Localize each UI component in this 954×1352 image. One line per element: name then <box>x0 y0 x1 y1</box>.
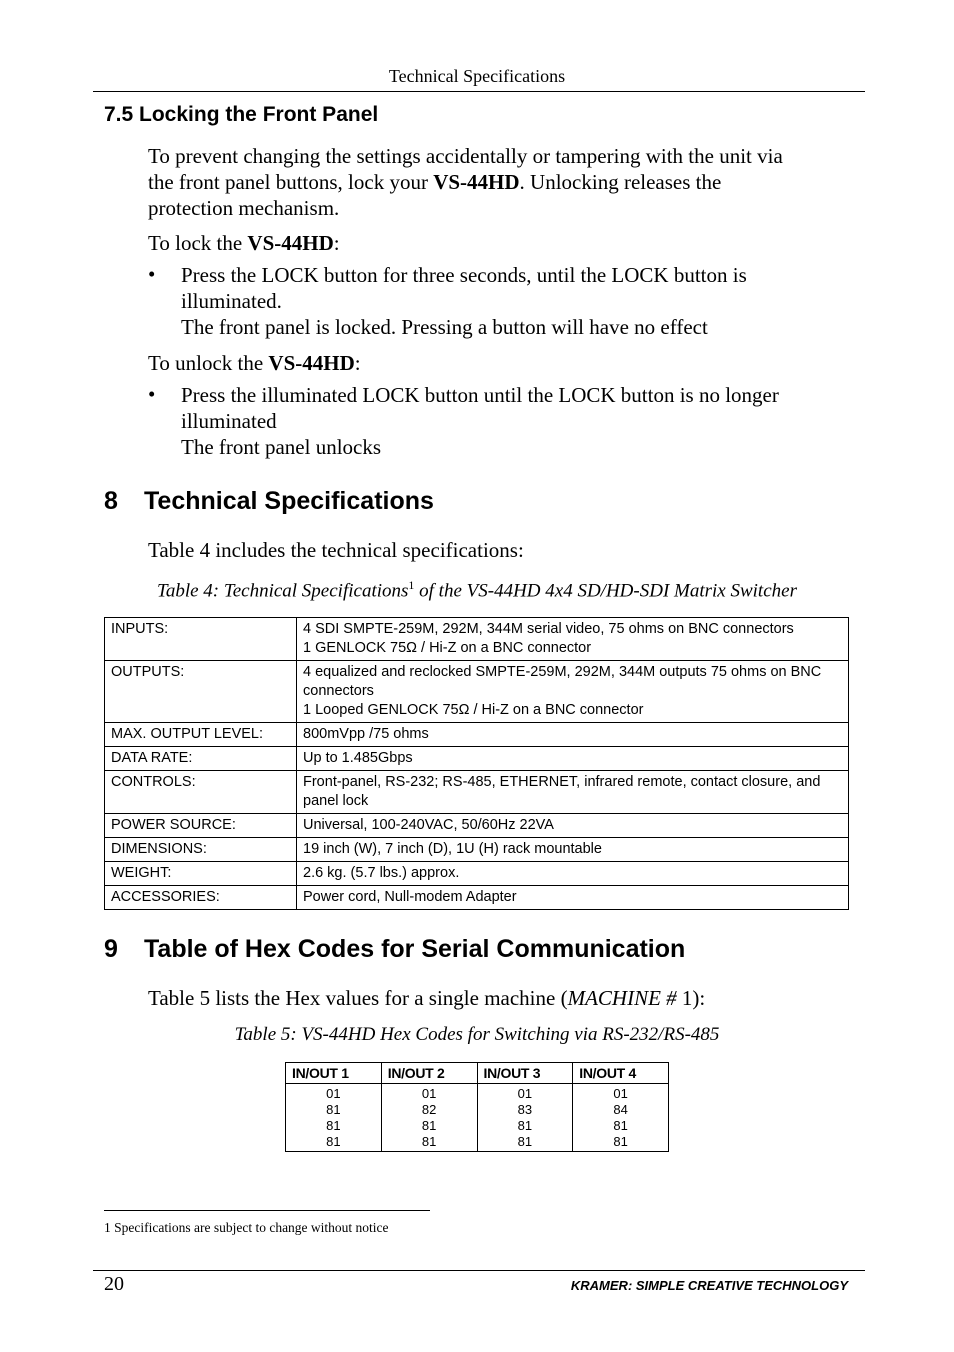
spec-row <box>105 618 849 661</box>
spec-row <box>105 886 849 910</box>
caption-text: Table 4: Technical Specifications <box>157 580 409 602</box>
header-rule <box>93 91 865 92</box>
spec-value <box>297 838 849 862</box>
hex-byte: 81 <box>326 1102 341 1117</box>
hex-byte: 82 <box>421 1102 437 1117</box>
lock-label-text: To lock the <box>148 231 248 255</box>
spec-key: CONTROLS: <box>105 771 297 814</box>
spec-row <box>105 814 849 838</box>
hex-data-row <box>286 1084 669 1152</box>
spec-key: INPUTS: <box>105 618 297 661</box>
product-name: VS-44HD <box>433 170 520 194</box>
spec-row <box>105 661 849 723</box>
hex-cell <box>477 1084 573 1152</box>
caption-text: of the VS-44HD 4x4 SD/HD-SDI Matrix Switcher <box>414 580 797 602</box>
intro-text: Table 5 lists the Hex values for a single machine ( <box>148 986 568 1010</box>
spec-row <box>105 771 849 814</box>
intro-line-1: To prevent changing the settings accidentally or tampering with the unit via <box>148 144 783 168</box>
spec-value-line: Power cord, Null-modem Adapter <box>303 889 517 905</box>
spec-key: DIMENSIONS: <box>105 838 297 862</box>
spec-value <box>297 747 849 771</box>
hex-column-header: IN/OUT 2 <box>381 1063 477 1084</box>
unlock-label-colon: : <box>354 351 361 375</box>
footnote-rule <box>104 1210 430 1211</box>
table-5-caption: Table 5: VS-44HD Hex Codes for Switching via RS-232/RS-485 <box>234 1024 720 1045</box>
unlock-bullet-line-1: Press the illuminated LOCK button until the LOCK button is no longer <box>181 383 779 407</box>
hex-byte: 81 <box>421 1134 437 1149</box>
spec-value-line: 4 SDI SMPTE-259M, 292M, 344M serial video, 75 ohms on BNC connectors <box>303 621 794 637</box>
spec-value <box>297 771 849 814</box>
spec-value <box>297 618 849 661</box>
intro-text: 1): <box>676 986 706 1010</box>
spec-value <box>297 723 849 747</box>
hex-byte: 81 <box>613 1134 628 1149</box>
section-9-heading: Table of Hex Codes for Serial Communication <box>144 935 686 963</box>
spec-row <box>105 747 849 771</box>
footer-brand: KRAMER: SIMPLE CREATIVE TECHNOLOGY <box>570 1278 848 1293</box>
section-8-heading: Technical Specifications <box>144 487 434 515</box>
lock-bullet <box>181 262 861 340</box>
bullet-icon: • <box>148 262 156 286</box>
spec-value-line: Front-panel, RS-232; RS-485, ETHERNET, infrared remote, contact closure, and panel lock <box>303 774 821 809</box>
section-9-intro <box>148 985 705 1011</box>
intro-text: the front panel buttons, lock your <box>148 170 434 194</box>
hex-byte: 81 <box>613 1118 628 1133</box>
footer-rule <box>93 1270 865 1271</box>
spec-value <box>297 886 849 910</box>
spec-key: DATA RATE: <box>105 747 297 771</box>
lock-instructions-label <box>148 230 340 256</box>
footnote: 1 Specifications are subject to change without notice <box>104 1220 389 1235</box>
footnote-marker: 1 <box>408 578 415 592</box>
spec-key: OUTPUTS: <box>105 661 297 723</box>
hex-byte: 81 <box>517 1134 533 1149</box>
hex-cell <box>286 1084 382 1152</box>
hex-byte: 01 <box>326 1086 341 1101</box>
unlock-instructions-label <box>148 350 361 376</box>
intro-line-3: protection mechanism. <box>148 196 340 220</box>
hex-column-header: IN/OUT 4 <box>573 1063 669 1084</box>
hex-byte: 81 <box>517 1118 533 1133</box>
spec-table-body <box>105 618 849 910</box>
spec-value-line: Universal, 100-240VAC, 50/60Hz 22VA <box>303 817 554 833</box>
page-number: 20 <box>104 1273 124 1295</box>
hex-cell <box>573 1084 669 1152</box>
lock-result: The front panel is locked. Pressing a button will have no effect <box>181 315 708 339</box>
running-header: Technical Specifications <box>388 66 566 86</box>
intro-emphasis: MACHINE # <box>567 986 677 1010</box>
hex-byte: 01 <box>421 1086 437 1101</box>
section-7-5-heading: 7.5 Locking the Front Panel <box>104 103 379 126</box>
spec-row <box>105 838 849 862</box>
product-name: VS-44HD <box>268 351 355 375</box>
lock-bullet-line-1: Press the LOCK button for three seconds, until the LOCK button is <box>181 263 747 287</box>
product-name: VS-44HD <box>247 231 334 255</box>
spec-row <box>105 862 849 886</box>
hex-column-header: IN/OUT 3 <box>477 1063 573 1084</box>
spec-table <box>104 617 849 910</box>
lock-label-colon: : <box>333 231 340 255</box>
spec-key: POWER SOURCE: <box>105 814 297 838</box>
spec-value-line: 4 equalized and reclocked SMPTE-259M, 292M, 344M outputs 75 ohms on BNC connectors <box>303 664 822 699</box>
hex-byte: 81 <box>326 1134 341 1149</box>
section-8-intro: Table 4 includes the technical specifications: <box>148 538 524 562</box>
spec-row <box>105 723 849 747</box>
unlock-bullet <box>181 382 861 460</box>
spec-value-line: 2.6 kg. (5.7 lbs.) approx. <box>303 865 460 881</box>
table-4-caption <box>0 578 954 602</box>
spec-value <box>297 661 849 723</box>
spec-value-line: 1 GENLOCK 75Ω / Hi-Z on a BNC connector <box>303 640 592 656</box>
unlock-label-text: To unlock the <box>148 351 269 375</box>
hex-byte: 81 <box>421 1118 437 1133</box>
hex-byte: 01 <box>517 1086 533 1101</box>
hex-byte: 81 <box>326 1118 341 1133</box>
hex-table <box>285 1062 669 1152</box>
hex-byte: 84 <box>613 1102 628 1117</box>
spec-value-line: 19 inch (W), 7 inch (D), 1U (H) rack mountable <box>303 841 602 857</box>
section-8-number: 8 <box>104 487 118 515</box>
spec-key: WEIGHT: <box>105 862 297 886</box>
section-7-5-intro <box>148 143 868 221</box>
unlock-result: The front panel unlocks <box>181 435 382 459</box>
hex-byte: 83 <box>517 1102 533 1117</box>
intro-text: . Unlocking releases the <box>519 170 722 194</box>
unlock-bullet-line-2: illuminated <box>181 409 277 433</box>
section-9-number: 9 <box>104 935 118 963</box>
spec-key: MAX. OUTPUT LEVEL: <box>105 723 297 747</box>
spec-key: ACCESSORIES: <box>105 886 297 910</box>
intro-line-2 <box>148 169 868 195</box>
hex-column-header: IN/OUT 1 <box>286 1063 382 1084</box>
spec-value <box>297 862 849 886</box>
lock-bullet-line-2: illuminated. <box>181 289 282 313</box>
spec-value-line: 800mVpp /75 ohms <box>303 726 429 742</box>
spec-value <box>297 814 849 838</box>
bullet-icon: • <box>148 382 156 406</box>
spec-value-line: Up to 1.485Gbps <box>303 750 413 766</box>
spec-value-line: 1 Looped GENLOCK 75Ω / Hi-Z on a BNC connector <box>303 702 644 718</box>
hex-header-row <box>286 1063 669 1084</box>
hex-cell <box>381 1084 477 1152</box>
hex-byte: 01 <box>613 1086 628 1101</box>
